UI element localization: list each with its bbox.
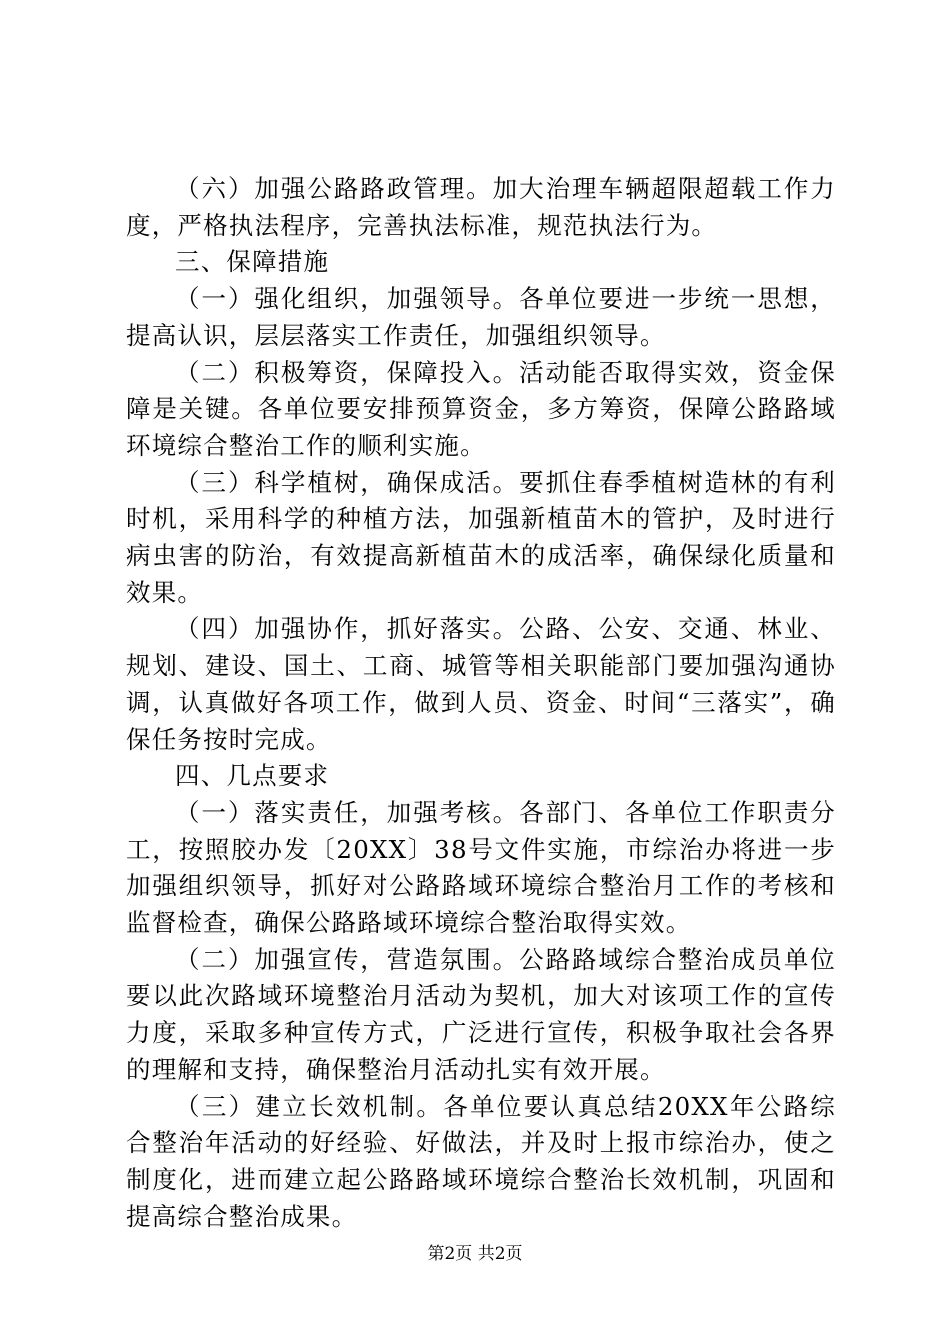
paragraph-tree-planting: （三）科学植树，确保成活。要抓住春季植树造林的有利时机，采用科学的种植方法，加强新植苗木的管护，及时进行病虫害的防治，有效提高新植苗木的成活率，确保绿化质量和效果。 bbox=[126, 467, 836, 607]
document-body bbox=[126, 171, 836, 1235]
paragraph-responsibility: （一）落实责任，加强考核。各部门、各单位工作职责分工，按照胶办发〔20XX〕38号文件实施，市综治办将进一步加强组织领导，抓好对公路路域环境综合整治月工作的考核和监督检查，确保公路路域环境综合整治取得实效。 bbox=[126, 797, 836, 938]
paragraph-funding: （二）积极筹资，保障投入。活动能否取得实效，资金保障是关键。各单位要安排预算资金，多方筹资，保障公路路域环境综合整治工作的顺利实施。 bbox=[126, 357, 836, 460]
paragraph-road-administration: （六）加强公路路政管理。加大治理车辆超限超载工作力度，严格执法程序，完善执法标准，规范执法行为。 bbox=[126, 174, 836, 240]
paragraph-publicity: （二）加强宣传，营造氛围。公路路域综合整治成员单位要以此次路域环境整治月活动为契机，加大对该项工作的宣传力度，采取多种宣传方式，广泛进行宣传，积极争取社会各界的理解和支持，确保整治月活动扎实有效开展。 bbox=[126, 944, 836, 1084]
section-heading-requirements: 四、几点要求 bbox=[175, 761, 330, 791]
paragraph-cooperation: （四）加强协作，抓好落实。公路、公安、交通、林业、规划、建设、国土、工商、城管等相关职能部门要加强沟通协调，认真做好各项工作，做到人员、资金、时间“三落实”，确保任务按时完成。 bbox=[126, 614, 836, 754]
page-number-footer: 第2页 共2页 bbox=[427, 1244, 523, 1264]
paragraph-long-term-mechanism: （三）建立长效机制。各单位要认真总结20XX年公路综合整治年活动的好经验、好做法，并及时上报市综治办，使之制度化，进而建立起公路路域环境综合整治长效机制，巩固和提高综合整治成果。 bbox=[126, 1091, 836, 1231]
paragraph-organization: （一）强化组织，加强领导。各单位要进一步统一思想，提高认识，层层落实工作责任，加强组织领导。 bbox=[126, 284, 836, 350]
section-heading-safeguard-measures: 三、保障措施 bbox=[175, 247, 330, 277]
